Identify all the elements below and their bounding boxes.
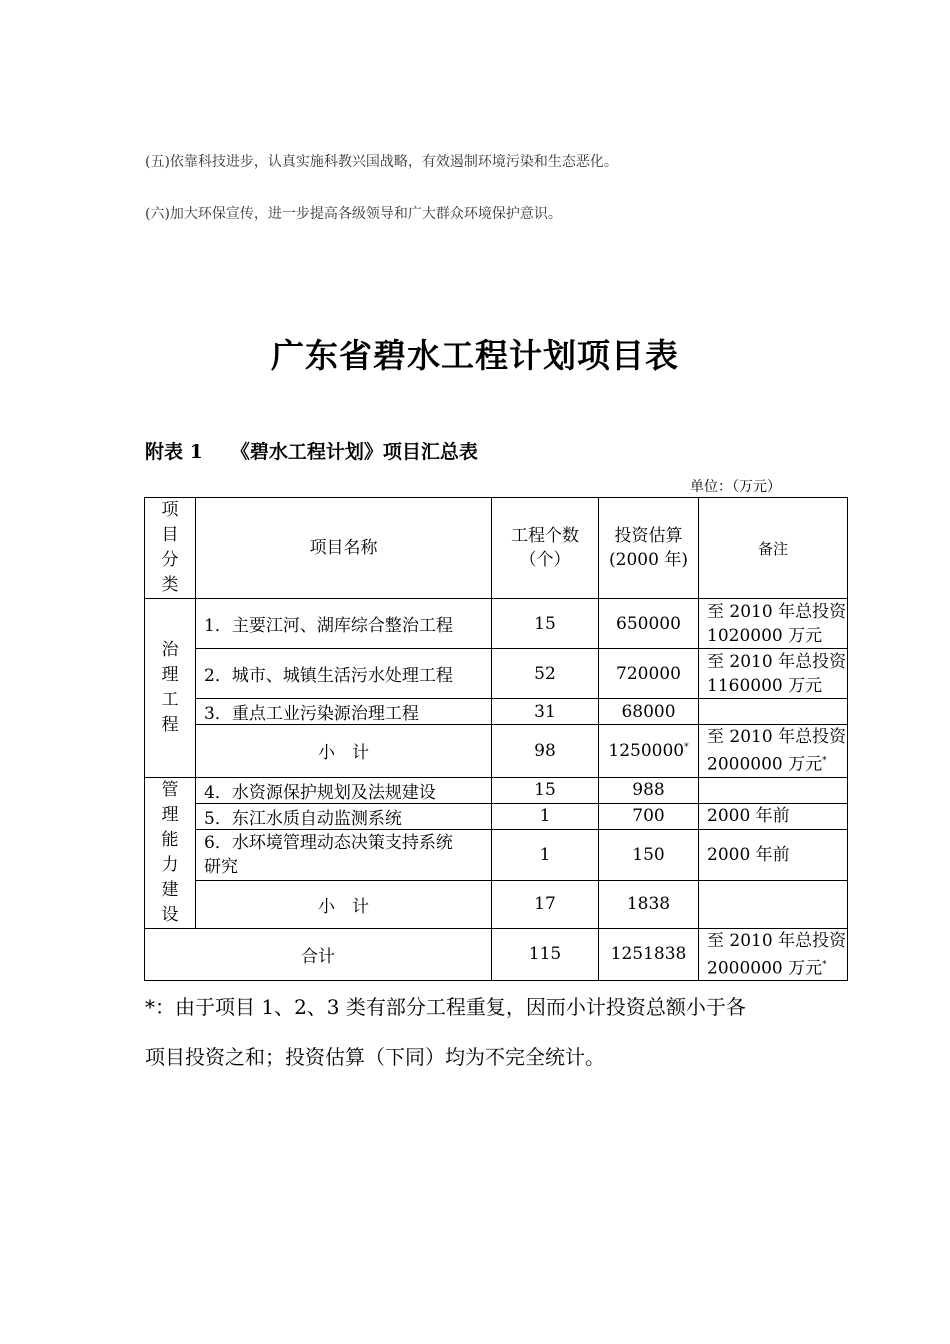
project-count: 15 [492, 777, 599, 803]
project-invest: 650000 [599, 599, 699, 649]
project-count: 1 [492, 829, 599, 880]
project-remark: 2000 年前 [699, 803, 848, 829]
project-remark: 至 2010 年总投资 1020000 万元 [699, 599, 848, 649]
subtotal-invest: 1250000* [599, 725, 699, 778]
table-row [145, 803, 848, 829]
header-row [145, 498, 848, 599]
project-remark [699, 699, 848, 725]
header-category: 项目分类 [145, 498, 196, 599]
category-cell: 治理工程 [145, 599, 196, 778]
project-count: 15 [492, 599, 599, 649]
project-count: 31 [492, 699, 599, 725]
subtitle-name: 《碧水工程计划》项目汇总表 [230, 441, 478, 463]
project-name: 6．水环境管理动态决策支持系统 研究 [196, 829, 492, 880]
table-subtitle [145, 437, 478, 464]
page-title: 广东省碧水工程计划项目表 [271, 336, 679, 375]
project-name: 2．城市、城镇生活污水处理工程 [196, 649, 492, 699]
unit-label: 单位：（万元） [690, 479, 781, 495]
project-count: 1 [492, 803, 599, 829]
project-name: 5．东江水质自动监测系统 [196, 803, 492, 829]
project-invest: 68000 [599, 699, 699, 725]
header-count: 工程个数 （个） [492, 498, 599, 599]
subtotal-remark [699, 880, 848, 928]
total-label: 合计 [145, 928, 492, 981]
paragraph-6: (六)加大环保宣传，进一步提高各级领导和广大群众环境保护意识。 [145, 206, 562, 222]
table-row [145, 829, 848, 880]
subtotal-remark: 至 2010 年总投资 2000000 万元* [699, 725, 848, 778]
table-row [145, 777, 848, 803]
subtitle-prefix: 附表 1 [145, 441, 203, 463]
category-cell: 管理能力建设 [145, 777, 196, 928]
table-row [145, 649, 848, 699]
subtotal-count: 98 [492, 725, 599, 778]
project-invest: 700 [599, 803, 699, 829]
subtotal-invest: 1838 [599, 880, 699, 928]
summary-table [144, 497, 848, 981]
subtotal-label: 小 计 [196, 880, 492, 928]
project-remark: 至 2010 年总投资 1160000 万元 [699, 649, 848, 699]
project-name: 1．主要江河、湖库综合整治工程 [196, 599, 492, 649]
table-row [145, 699, 848, 725]
header-invest: 投资估算 (2000 年) [599, 498, 699, 599]
project-remark [699, 777, 848, 803]
subtotal-label: 小 计 [196, 725, 492, 778]
paragraph-5: (五)依靠科技进步，认真实施科教兴国战略，有效遏制环境污染和生态恶化。 [145, 154, 618, 170]
project-remark: 2000 年前 [699, 829, 848, 880]
header-name: 项目名称 [196, 498, 492, 599]
project-name: 3．重点工业污染源治理工程 [196, 699, 492, 725]
total-invest: 1251838 [599, 928, 699, 981]
subtotal-row [145, 880, 848, 928]
project-invest: 150 [599, 829, 699, 880]
total-count: 115 [492, 928, 599, 981]
project-invest: 988 [599, 777, 699, 803]
total-remark: 至 2010 年总投资 2000000 万元* [699, 928, 848, 981]
project-name: 4．水资源保护规划及法规建设 [196, 777, 492, 803]
project-invest: 720000 [599, 649, 699, 699]
table-row [145, 599, 848, 649]
header-remark: 备注 [699, 498, 848, 599]
footnote-line-1: *：由于项目 1、2、3 类有部分工程重复，因而小计投资总额小于各 [145, 995, 746, 1019]
project-count: 52 [492, 649, 599, 699]
footnote-line-2: 项目投资之和；投资估算（下同）均为不完全统计。 [145, 1045, 605, 1069]
subtotal-row [145, 725, 848, 778]
subtotal-count: 17 [492, 880, 599, 928]
total-row [145, 928, 848, 981]
